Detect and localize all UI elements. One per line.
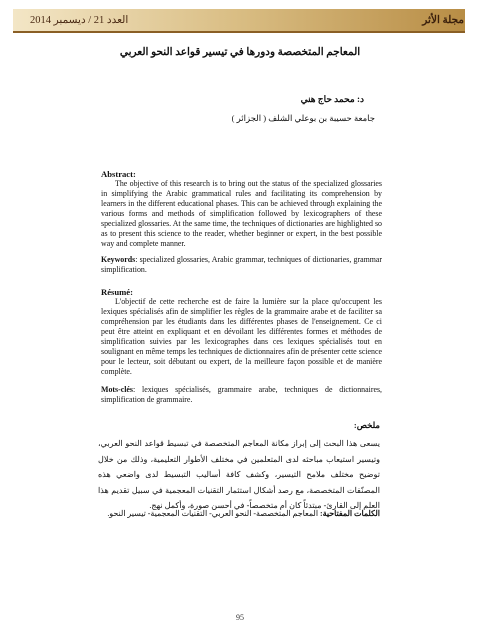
author-name: د: محمد حاج هني [300, 94, 364, 104]
resume-section [101, 287, 382, 405]
resume-keywords-label: Mots-clés [101, 385, 133, 394]
page-number: 95 [236, 613, 244, 622]
resume-heading: Résumé: [101, 287, 133, 297]
arabic-summary-text: يسعى هذا البحث إلى إبراز مكانة المعاجم المتخصصة في تبسيط قواعد النحو العربي، وتيسير استيعاب مباحثه لدى المتعلمين في مختلف الأطوار التعليمية، وذلك من خلال توضيح مختلف ملامح التيسير، وكشف كافة أساليب التبسيط لدى واضعي هذه المصنّفات المتخصصة، مع رصد أشكال استثمار التقنيات المعجمية في سبيل تقديم هذا العلم إلى القارئ- مبتدئاً كان أم متخصصاً- في أحسن صورة، وأكمل نهج. [98, 439, 380, 510]
arabic-summary-heading: ملخص: [353, 420, 380, 430]
abstract-section [101, 169, 382, 275]
author-affiliation: جامعة حسيبة بن بوعلي الشلف ( الجزائر ) [231, 113, 375, 123]
abstract-heading: Abstract: [101, 169, 136, 179]
journal-name: مجلة الأثر [422, 15, 464, 26]
resume-keywords [101, 385, 382, 405]
abstract-keywords-text: : specialized glossaries, Arabic grammar, techniques of dictionaries, grammar simplification. [101, 255, 382, 274]
resume-text: L'objectif de cette recherche est de faire la lumière sur la place qu'occupent les lexiques spécialisés afin de simplifier les règles de la grammaire arabe et de faciliter sa compréhension par les étudiants dans les différentes phases de l'enseignement. Ce ci peut être atteint en expliquant et en dévoilant les différentes formes et méthodes de simplification suivies par les lexicographes dans ces lexiques spécialisés tout en soulignant en même temps les techniques de dictionnaires afin de présenter cette science pour le lecteur, soit débutant ou expert, de la meilleure façon possible et de manière complète. [101, 297, 382, 376]
issue-label: العدد 21 / ديسمبر 2014 [30, 15, 129, 26]
arabic-keywords-text: المعاجم المتخصصة- النحو العربي- التقنيات المعجمية- تيسير النحو. [107, 509, 319, 518]
arabic-keywords-label: الكلمات المفتاحية: [320, 509, 380, 518]
abstract-text: The objective of this research is to bring out the status of the specialized glossaries in simplifying the Arabic grammatical rules and facilitating its comprehension by learners in the different educational phases. This can be achieved through explaining the various forms and methods of simplification followed by lexicographers of these specialized glossaries. At the same time, the techniques of dictionaries are highlighted so as to present this science to the reader, whether beginner or expert, in the best possible way and complete manner. [101, 179, 382, 248]
arabic-keywords [98, 509, 380, 518]
resume-keywords-text: : lexiques spécialisés, grammaire arabe, techniques de dictionnaires, simplification de grammaire. [101, 385, 382, 404]
abstract-keywords [101, 255, 382, 275]
abstract-keywords-label: Keywords [101, 255, 136, 264]
article-title: المعاجم المتخصصة ودورها في تيسير قواعد النحو العربي [119, 47, 361, 58]
